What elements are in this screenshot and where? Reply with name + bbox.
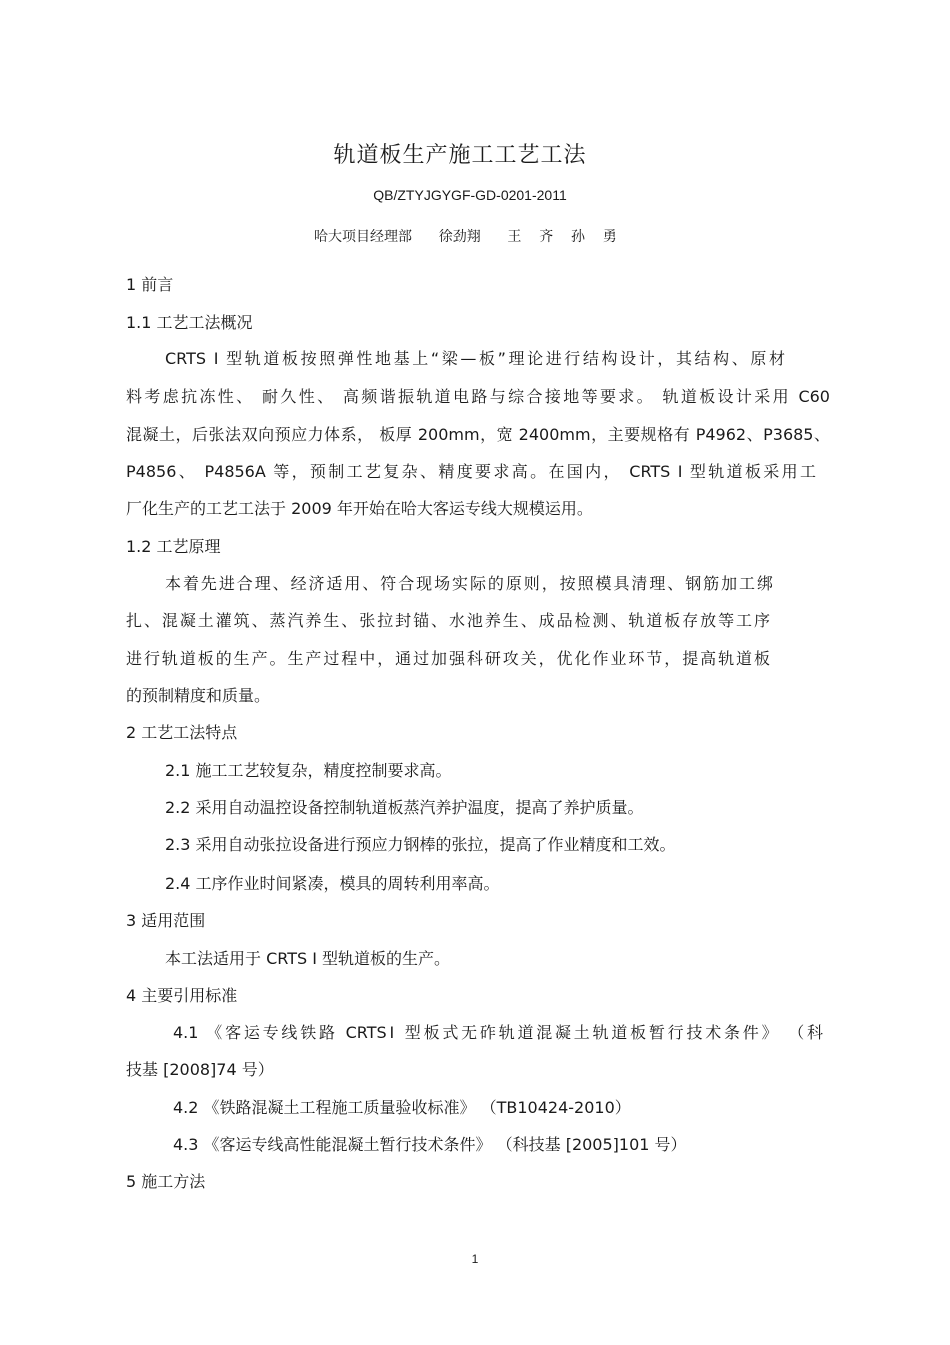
- paragraph-line: CRTS I 型轨道板按照弹性地基上“梁—板”理论进行结构设计，其结构、原材: [165, 349, 785, 368]
- list-item: 2.2 采用自动温控设备控制轨道板蒸汽养护温度，提高了养护质量。: [165, 798, 644, 817]
- paragraph-line: P4856、 P4856A 等，预制工艺复杂、精度要求高。在国内， CRTS I 型轨道板采用工: [126, 462, 816, 481]
- list-item: 2.4 工序作业时间紧凑，模具的周转利用率高。: [165, 874, 500, 893]
- list-item: 4.3 《客运专线高性能混凝土暂行技术条件》 （科技基 [2005]101 号）: [173, 1135, 687, 1154]
- section-heading-1: 1 前言: [126, 275, 174, 294]
- section-heading-5: 5 施工方法: [126, 1172, 206, 1191]
- document-title: 轨道板生产施工工艺工法: [333, 143, 587, 168]
- subsection-heading-1-2: 1.2 工艺原理: [126, 537, 221, 556]
- list-item: 2.1 施工工艺较复杂，精度控制要求高。: [165, 761, 452, 780]
- paragraph-line: 本工法适用于 CRTS I 型轨道板的生产。: [165, 949, 451, 968]
- section-heading-4: 4 主要引用标准: [126, 986, 238, 1005]
- paragraph-line: 的预制精度和质量。: [126, 686, 271, 705]
- document-authors: 哈大项目经理部 徐劲翔 王 齐 孙 勇: [314, 229, 617, 245]
- section-heading-3: 3 适用范围: [126, 911, 206, 930]
- paragraph-line: 技基 [2008]74 号）: [126, 1060, 274, 1079]
- paragraph-line: 厂化生产的工艺工法于 2009 年开始在哈大客运专线大规模运用。: [126, 499, 593, 518]
- subsection-heading-1-1: 1.1 工艺工法概况: [126, 313, 253, 332]
- paragraph-line: 进行轨道板的生产。生产过程中，通过加强科研攻关，优化作业环节，提高轨道板: [126, 649, 770, 668]
- paragraph-line: 料考虑抗冻性、 耐久性、 高频谐振轨道电路与综合接地等要求。 轨道板设计采用 C60: [126, 387, 830, 406]
- paragraph-line: 混凝土，后张法双向预应力体系， 板厚 200mm，宽 2400mm，主要规格有 P4962、P3685、: [126, 425, 830, 444]
- section-heading-2: 2 工艺工法特点: [126, 723, 238, 742]
- paragraph-line: 本着先进合理、经济适用、符合现场实际的原则，按照模具清理、钢筋加工绑: [165, 574, 773, 593]
- list-item: 2.3 采用自动张拉设备进行预应力钢棒的张拉，提高了作业精度和工效。: [165, 835, 676, 854]
- paragraph-line: 扎、混凝土灌筑、蒸汽养生、张拉封锚、水池养生、成品检测、轨道板存放等工序: [126, 611, 770, 630]
- list-item: 4.2 《铁路混凝土工程施工质量验收标准》 （TB10424-2010）: [173, 1098, 631, 1117]
- list-item: 4.1 《客运专线铁路 CRTSⅠ 型板式无砟轨道混凝土轨道板暂行技术条件》 （科: [173, 1023, 823, 1042]
- page-number: 1: [471, 1252, 479, 1266]
- document-code: QB/ZTYJGYGF-GD-0201-2011: [373, 187, 567, 203]
